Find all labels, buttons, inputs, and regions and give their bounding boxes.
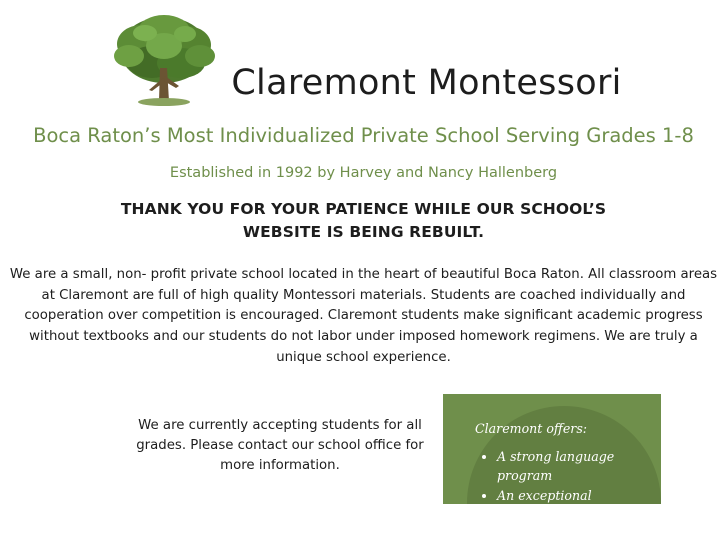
enrollment-paragraph: We are currently accepting students for all grades. Please contact our school office for more information. (136, 418, 424, 474)
tagline-text: Boca Raton’s Most Individualized Private School Serving Grades 1-8 (33, 124, 694, 147)
list-item: • A strong language program (497, 448, 661, 486)
offers-title: Claremont offers: (475, 421, 588, 437)
lower-section (0, 394, 727, 503)
offers-list (475, 448, 661, 504)
rebuild-notice: THANK YOU FOR YOUR PATIENCE WHILE OUR SCHOOL’S WEBSITE IS BEING REBUILT. (120, 200, 607, 241)
list-item: • An exceptional (497, 487, 661, 504)
offers-panel (443, 394, 661, 504)
established-text: Established in 1992 by Harvey and Nancy Hallenberg (169, 165, 558, 182)
page-title: Claremont Montessori (231, 63, 622, 103)
tree-logo-icon (105, 6, 223, 109)
intro-paragraph: We are a small, non- profit private school located in the heart of beautiful Boca Raton. All classroom areas at Claremont are full of high quality Montessori materials. Students are coached individually and cooperation over competition is encouraged. Claremont students make significant academic progress without textbooks and our students do not labor under imposed homework regimens. We are truly a unique school experience. (9, 267, 718, 365)
offers-content (443, 394, 661, 504)
site-header (0, 0, 727, 109)
